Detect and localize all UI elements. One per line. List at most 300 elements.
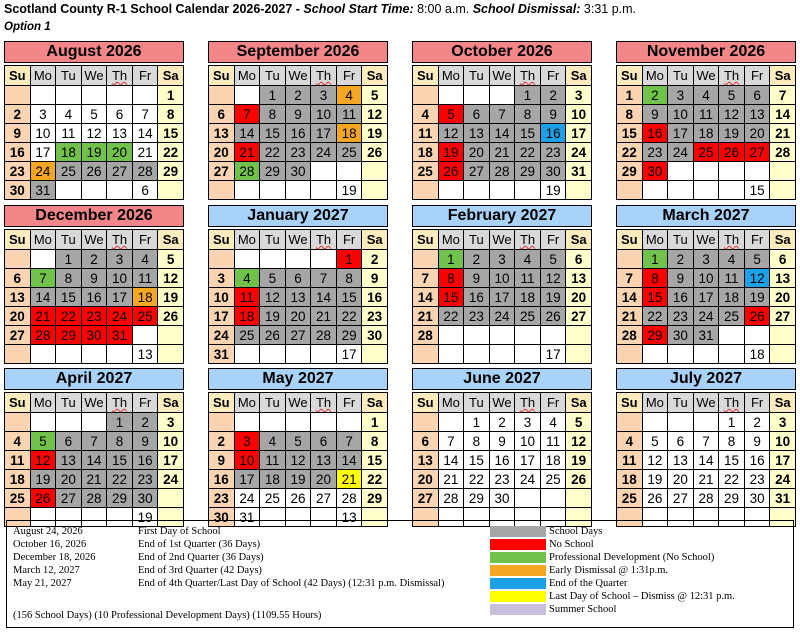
day-cell: 21 [693, 470, 719, 489]
weekday-header: Mo [642, 66, 668, 86]
day-cell [668, 162, 694, 181]
day-cell: 24 [30, 162, 56, 181]
day-cell: 7 [770, 86, 796, 105]
day-cell: 30 [5, 181, 31, 200]
weekday-header: Tu [668, 393, 694, 413]
legend-label: Last Day of School – Dismiss @ 12:31 p.m. [549, 590, 735, 602]
day-cell: 1 [56, 250, 82, 269]
day-cell [642, 413, 668, 432]
day-cell [438, 181, 464, 200]
day-cell: 28 [311, 326, 337, 345]
day-cell: 5 [744, 250, 770, 269]
day-cell: 22 [719, 470, 745, 489]
day-cell: 16 [464, 288, 490, 307]
day-cell [336, 413, 362, 432]
day-cell: 1 [464, 413, 490, 432]
day-cell: 19 [285, 470, 311, 489]
day-cell: 18 [56, 143, 82, 162]
key-date-event: End of 4th Quarter/Last Day of School (42 Days) (12:31 p.m. Dismissal) [138, 578, 445, 589]
day-cell [260, 250, 286, 269]
day-cell: 24 [489, 307, 515, 326]
day-cell: 18 [5, 470, 31, 489]
day-cell: 9 [209, 451, 235, 470]
month-august-2026 [4, 41, 184, 200]
day-cell: 15 [260, 124, 286, 143]
day-cell: 5 [719, 86, 745, 105]
day-cell: 24 [693, 307, 719, 326]
day-cell [209, 181, 235, 200]
day-cell: 7 [132, 105, 158, 124]
weekday-header: Mo [30, 230, 56, 250]
day-cell: 10 [515, 432, 541, 451]
month-grid [208, 65, 388, 200]
day-cell: 22 [158, 143, 184, 162]
day-cell: 25 [132, 307, 158, 326]
day-cell [56, 86, 82, 105]
day-cell: 13 [770, 269, 796, 288]
day-cell: 31 [566, 162, 592, 181]
weekday-header: Sa [566, 66, 592, 86]
weekday-header: Th [719, 230, 745, 250]
day-cell: 5 [566, 413, 592, 432]
month-title: March 2027 [616, 205, 796, 227]
day-cell: 8 [336, 269, 362, 288]
day-cell: 26 [81, 162, 107, 181]
key-date: May 21, 2027 [13, 578, 72, 589]
day-cell: 4 [413, 105, 439, 124]
day-cell: 3 [693, 250, 719, 269]
day-cell: 17 [770, 451, 796, 470]
day-cell: 12 [719, 105, 745, 124]
day-cell [489, 181, 515, 200]
day-cell [515, 181, 541, 200]
day-cell: 4 [515, 250, 541, 269]
day-cell: 21 [336, 470, 362, 489]
day-cell: 7 [311, 269, 337, 288]
day-cell: 27 [566, 307, 592, 326]
day-cell [744, 326, 770, 345]
day-cell [234, 86, 260, 105]
key-date: August 24, 2026 [13, 526, 83, 537]
day-cell: 30 [209, 508, 235, 527]
day-cell: 9 [642, 105, 668, 124]
day-cell: 26 [158, 307, 184, 326]
day-cell: 23 [464, 307, 490, 326]
day-cell: 25 [336, 143, 362, 162]
day-cell: 9 [132, 432, 158, 451]
day-cell: 15 [438, 288, 464, 307]
day-cell [464, 86, 490, 105]
day-cell: 15 [642, 288, 668, 307]
day-cell: 17 [668, 124, 694, 143]
weekday-header: Sa [362, 393, 388, 413]
day-cell [311, 181, 337, 200]
day-cell: 13 [566, 269, 592, 288]
day-cell: 28 [413, 326, 439, 345]
weekday-header: Mo [30, 66, 56, 86]
day-cell: 18 [132, 288, 158, 307]
weekday-header: We [489, 230, 515, 250]
month-may-2027 [208, 368, 388, 527]
day-cell: 4 [336, 86, 362, 105]
day-cell: 29 [336, 326, 362, 345]
day-cell: 23 [285, 143, 311, 162]
day-cell: 20 [5, 307, 31, 326]
day-cell: 25 [260, 489, 286, 508]
day-cell [158, 345, 184, 364]
day-cell: 6 [668, 432, 694, 451]
day-cell: 24 [668, 143, 694, 162]
legend-item [490, 564, 735, 576]
key-date-event: End of 1st Quarter (36 Days) [138, 539, 261, 550]
day-cell [234, 345, 260, 364]
day-cell: 16 [209, 470, 235, 489]
day-cell: 12 [81, 124, 107, 143]
day-cell [158, 489, 184, 508]
day-cell [234, 250, 260, 269]
weekday-header: Mo [438, 230, 464, 250]
day-cell: 21 [81, 470, 107, 489]
weekday-header: We [81, 66, 107, 86]
day-cell: 31 [30, 181, 56, 200]
weekday-header: Fr [540, 66, 566, 86]
day-cell: 12 [438, 124, 464, 143]
key-date-row [13, 525, 445, 538]
weekday-header: Tu [260, 230, 286, 250]
weekday-header: Sa [770, 393, 796, 413]
day-cell: 4 [540, 413, 566, 432]
day-cell: 3 [668, 86, 694, 105]
day-cell: 16 [5, 143, 31, 162]
day-cell: 8 [158, 105, 184, 124]
day-cell: 22 [438, 307, 464, 326]
day-cell: 7 [693, 432, 719, 451]
day-cell: 17 [209, 307, 235, 326]
day-cell [413, 345, 439, 364]
legend-swatch [490, 578, 546, 589]
key-date-row [13, 538, 445, 551]
day-cell: 18 [719, 288, 745, 307]
day-cell: 4 [693, 86, 719, 105]
day-cell: 29 [107, 489, 133, 508]
day-cell: 14 [132, 124, 158, 143]
day-cell: 16 [285, 124, 311, 143]
day-cell: 3 [30, 105, 56, 124]
day-cell: 4 [132, 250, 158, 269]
month-grid [4, 392, 184, 527]
day-cell: 26 [642, 489, 668, 508]
month-title: April 2027 [4, 368, 184, 390]
month-grid [4, 65, 184, 200]
day-cell: 26 [285, 489, 311, 508]
day-cell: 23 [132, 470, 158, 489]
day-cell: 17 [30, 143, 56, 162]
day-cell: 2 [132, 413, 158, 432]
day-cell: 16 [362, 288, 388, 307]
key-date-row [13, 564, 445, 577]
day-cell: 30 [668, 326, 694, 345]
day-cell: 13 [413, 451, 439, 470]
day-cell: 7 [489, 105, 515, 124]
day-cell [719, 345, 745, 364]
day-cell: 17 [158, 451, 184, 470]
day-cell: 3 [489, 250, 515, 269]
day-cell: 30 [132, 489, 158, 508]
day-cell: 21 [413, 307, 439, 326]
weekday-header: Fr [336, 66, 362, 86]
day-cell [362, 181, 388, 200]
legend-swatch [490, 552, 546, 563]
day-cell: 10 [107, 269, 133, 288]
month-title: October 2026 [412, 41, 592, 63]
day-cell: 30 [81, 326, 107, 345]
weekday-header: Mo [438, 393, 464, 413]
day-cell: 25 [540, 470, 566, 489]
day-cell: 8 [515, 105, 541, 124]
day-cell: 28 [30, 326, 56, 345]
key-date: March 12, 2027 [13, 565, 80, 576]
weekday-header: Th [515, 230, 541, 250]
day-cell [209, 86, 235, 105]
day-cell: 25 [56, 162, 82, 181]
day-cell: 6 [464, 105, 490, 124]
day-cell: 18 [540, 451, 566, 470]
month-title: September 2026 [208, 41, 388, 63]
day-cell [438, 345, 464, 364]
day-cell: 16 [132, 451, 158, 470]
weekday-header: We [693, 66, 719, 86]
day-cell: 12 [540, 269, 566, 288]
weekday-header: Sa [362, 66, 388, 86]
month-november-2026 [616, 41, 796, 200]
day-cell: 4 [719, 250, 745, 269]
weekday-header: Tu [668, 230, 694, 250]
day-cell [515, 345, 541, 364]
day-cell: 4 [5, 432, 31, 451]
option-label: Option 1 [4, 21, 51, 33]
day-cell [260, 413, 286, 432]
day-cell: 25 [5, 489, 31, 508]
day-cell [260, 181, 286, 200]
day-cell: 18 [744, 345, 770, 364]
day-cell: 29 [362, 489, 388, 508]
weekday-header: Th [107, 66, 133, 86]
day-cell: 12 [642, 451, 668, 470]
weekday-header: Su [617, 230, 643, 250]
month-march-2027 [616, 205, 796, 364]
legend-item [490, 577, 735, 589]
day-cell: 7 [413, 269, 439, 288]
month-october-2026 [412, 41, 592, 200]
day-cell: 11 [719, 269, 745, 288]
day-cell: 9 [489, 432, 515, 451]
month-grid [208, 392, 388, 527]
day-cell: 29 [642, 326, 668, 345]
weekday-header: Su [5, 230, 31, 250]
day-cell [693, 345, 719, 364]
weekday-header: Su [209, 230, 235, 250]
legend-item [490, 603, 735, 615]
day-cell: 6 [132, 181, 158, 200]
day-cell: 14 [489, 124, 515, 143]
weekday-header: Tu [668, 66, 694, 86]
weekday-header: Tu [260, 393, 286, 413]
calendar-header [4, 2, 636, 16]
month-title: January 2027 [208, 205, 388, 227]
day-cell: 8 [107, 432, 133, 451]
day-cell: 6 [56, 432, 82, 451]
weekday-header: Su [5, 66, 31, 86]
day-cell [540, 489, 566, 508]
day-cell: 16 [668, 288, 694, 307]
day-cell: 14 [413, 288, 439, 307]
day-cell: 24 [566, 143, 592, 162]
weekday-header: Th [515, 393, 541, 413]
day-cell: 21 [770, 124, 796, 143]
day-cell: 19 [336, 181, 362, 200]
day-cell: 10 [489, 269, 515, 288]
day-cell: 19 [158, 288, 184, 307]
day-cell: 16 [489, 451, 515, 470]
day-cell: 6 [209, 105, 235, 124]
weekday-header: Fr [540, 230, 566, 250]
month-grid [616, 229, 796, 364]
day-cell: 23 [81, 307, 107, 326]
day-cell: 27 [285, 326, 311, 345]
day-cell: 1 [158, 86, 184, 105]
day-cell [438, 86, 464, 105]
day-cell: 18 [413, 143, 439, 162]
day-cell: 30 [362, 326, 388, 345]
day-cell: 25 [515, 307, 541, 326]
month-grid [4, 229, 184, 364]
month-february-2027 [412, 205, 592, 364]
month-grid [412, 65, 592, 200]
day-cell: 12 [285, 451, 311, 470]
legend-item [490, 590, 735, 602]
day-cell: 20 [107, 143, 133, 162]
day-cell [566, 489, 592, 508]
weekday-header: Fr [744, 393, 770, 413]
day-cell: 17 [540, 345, 566, 364]
day-cell: 17 [489, 288, 515, 307]
weekday-header: Sa [158, 230, 184, 250]
day-cell: 23 [642, 143, 668, 162]
weekday-header: Su [5, 393, 31, 413]
day-cell [617, 413, 643, 432]
day-cell: 23 [540, 143, 566, 162]
day-cell: 27 [413, 489, 439, 508]
day-cell: 6 [107, 105, 133, 124]
day-cell: 20 [56, 470, 82, 489]
weekday-header: We [693, 393, 719, 413]
day-cell: 1 [336, 250, 362, 269]
day-cell [30, 250, 56, 269]
weekday-header: Sa [158, 66, 184, 86]
day-cell: 24 [209, 326, 235, 345]
weekday-header: We [285, 230, 311, 250]
month-grid [208, 229, 388, 364]
day-cell: 20 [464, 143, 490, 162]
day-cell: 18 [336, 124, 362, 143]
day-cell [81, 345, 107, 364]
day-cell: 29 [515, 162, 541, 181]
day-cell [693, 181, 719, 200]
day-cell [566, 181, 592, 200]
day-cell: 28 [770, 143, 796, 162]
day-cell [464, 345, 490, 364]
day-cell: 20 [566, 288, 592, 307]
day-cell: 3 [234, 432, 260, 451]
day-cell [413, 86, 439, 105]
day-cell: 3 [311, 86, 337, 105]
day-cell: 13 [209, 124, 235, 143]
key-date-event: End of 2nd Quarter (36 Days) [138, 552, 264, 563]
day-cell: 9 [81, 269, 107, 288]
day-cell: 12 [744, 269, 770, 288]
day-cell: 29 [617, 162, 643, 181]
legend-swatch [490, 604, 546, 615]
weekday-header: Sa [566, 230, 592, 250]
weekday-header: Su [209, 66, 235, 86]
day-cell [413, 413, 439, 432]
day-cell: 23 [209, 489, 235, 508]
day-cell: 8 [362, 432, 388, 451]
color-key-list [490, 525, 735, 616]
day-cell [617, 181, 643, 200]
legend-box [6, 520, 794, 628]
weekday-header: Sa [770, 230, 796, 250]
month-april-2027 [4, 368, 184, 527]
day-cell: 28 [81, 489, 107, 508]
day-cell: 2 [81, 250, 107, 269]
legend-label: End of the Quarter [549, 577, 628, 589]
day-cell: 15 [56, 288, 82, 307]
day-cell: 7 [30, 269, 56, 288]
day-cell: 26 [362, 143, 388, 162]
day-cell: 11 [56, 124, 82, 143]
weekday-header: Th [107, 230, 133, 250]
weekday-header: Mo [642, 393, 668, 413]
day-cell: 4 [617, 432, 643, 451]
day-cell: 26 [540, 307, 566, 326]
key-dates-list [13, 525, 445, 590]
weekday-header: Fr [540, 393, 566, 413]
day-cell [107, 345, 133, 364]
day-cell: 17 [107, 288, 133, 307]
start-time-value: 8:00 a.m. [417, 2, 470, 16]
weekday-header: Th [107, 393, 133, 413]
weekday-header: We [285, 393, 311, 413]
day-cell: 21 [30, 307, 56, 326]
day-cell: 9 [540, 105, 566, 124]
day-cell: 13 [311, 451, 337, 470]
weekday-header: Fr [336, 393, 362, 413]
day-cell: 27 [744, 143, 770, 162]
month-title: November 2026 [616, 41, 796, 63]
day-cell: 14 [617, 288, 643, 307]
day-cell: 27 [5, 326, 31, 345]
day-cell: 30 [489, 489, 515, 508]
day-cell: 2 [642, 86, 668, 105]
day-cell: 15 [107, 451, 133, 470]
day-cell: 14 [234, 124, 260, 143]
weekday-header: Tu [56, 230, 82, 250]
day-cell: 28 [234, 162, 260, 181]
day-cell: 10 [693, 269, 719, 288]
day-cell [719, 326, 745, 345]
day-cell: 11 [617, 451, 643, 470]
